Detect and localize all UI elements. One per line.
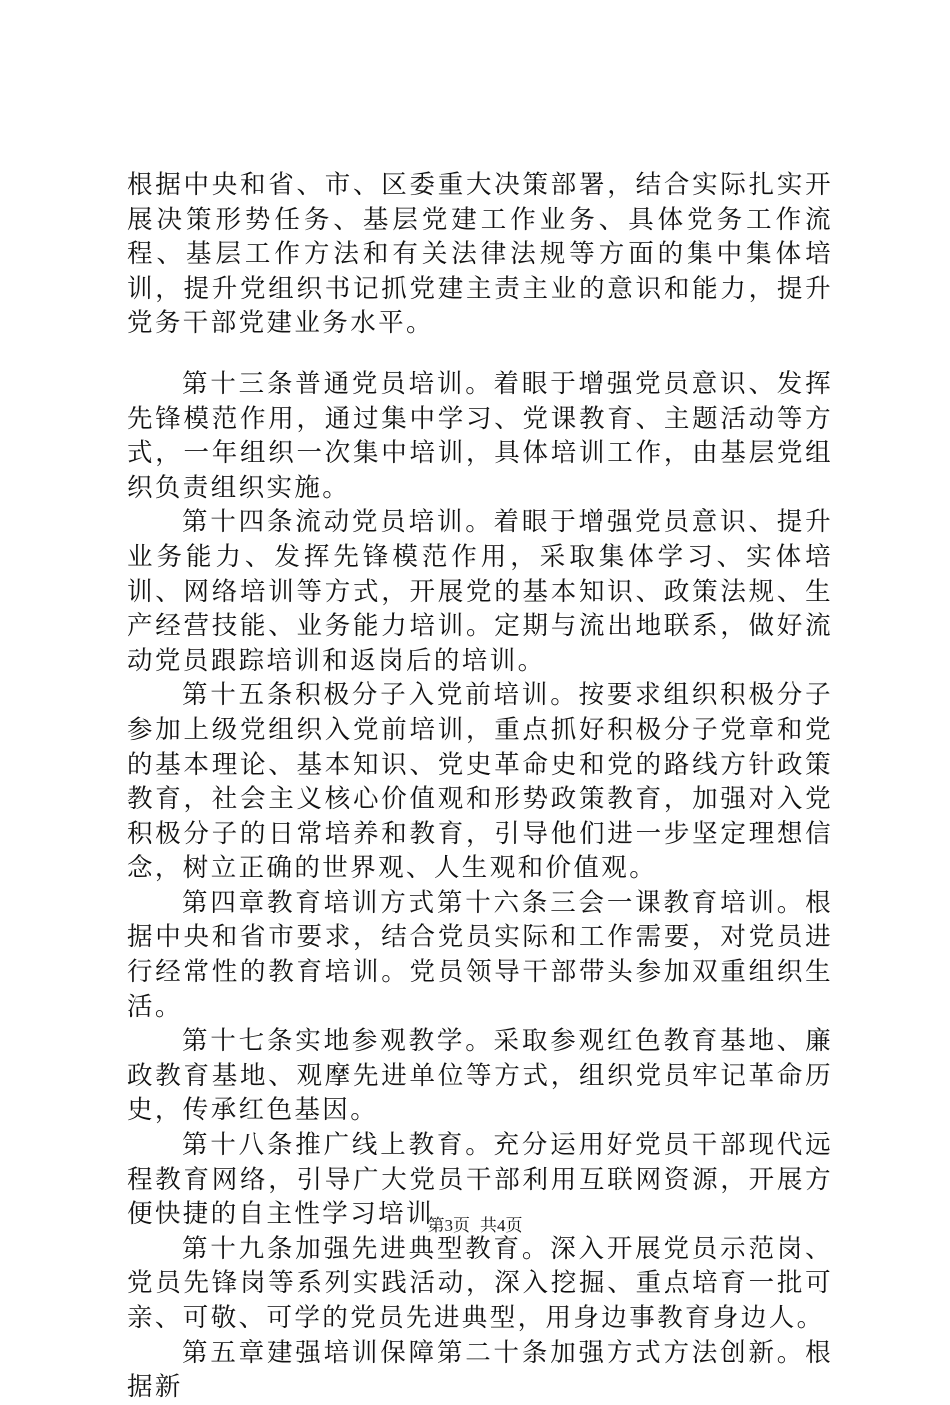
paragraph-article-17: 第十七条实地参观教学。采取参观红色教育基地、廉政教育基地、观摩先进单位等方式，组织党员牢记革命历史，传承红色基因。 [127, 1026, 833, 1126]
paragraph-article-13: 第十三条普通党员培训。着眼于增强党员意识、发挥先锋模范作用，通过集中学习、党课教育、主题活动等方式，一年组织一次集中培训，具体培训工作，由基层党组织负责组织实施。 [127, 368, 833, 503]
paragraph-article-19: 第十九条加强先进典型教育。深入开展党员示范岗、党员先锋岗等系列实践活动，深入挖掘、重点培育一批可亲、可敬、可学的党员先进典型，用身边事教育身边人。 [127, 1233, 833, 1333]
paragraph-chapter-4: 第四章教育培训方式第十六条三会一课教育培训。根据中央和省市要求，结合党员实际和工作需要，对党员进行经常性的教育培训。党员领导干部带头参加双重组织生活。 [127, 887, 833, 1022]
page-number: 第3页 [427, 1216, 470, 1235]
paragraph-article-15: 第十五条积极分子入党前培训。按要求组织积极分子参加上级党组织入党前培训，重点抓好积极分子党章和党的基本理论、基本知识、党史革命史和党的路线方针政策教育，社会主义核心价值观和形势政策教育，加强对入党积极分子的日常培养和教育，引导他们进一步坚定理想信念，树立正确的世界观、人生观和价值观。 [127, 680, 833, 884]
paragraph-chapter-5: 第五章建强培训保障第二十条加强方式方法创新。根据新 [127, 1337, 833, 1403]
paragraph-article-14: 第十四条流动党员培训。着眼于增强党员意识、提升业务能力、发挥先锋模范作用，采取集体学习、实体培训、网络培训等方式，开展党的基本知识、政策法规、生产经营技能、业务能力培训。定期与流出地联系，做好流动党员跟踪培训和返岗后的培训。 [127, 507, 833, 676]
paragraph-intro: 根据中央和省、市、区委重大决策部署，结合实际扎实开展决策形势任务、基层党建工作业务、具体党务工作流程、基层工作方法和有关法律法规等方面的集中集体培训，提升党组织书记抓党建主责主业的意识和能力，提升党务干部党建业务水平。 [127, 170, 833, 339]
page-footer [0, 1211, 950, 1236]
page-total: 共4页 [480, 1216, 523, 1235]
paragraph-article-18: 第十八条推广线上教育。充分运用好党员干部现代远程教育网络，引导广大党员干部利用互联网资源，开展方便快捷的自主性学习培训 [127, 1130, 833, 1230]
